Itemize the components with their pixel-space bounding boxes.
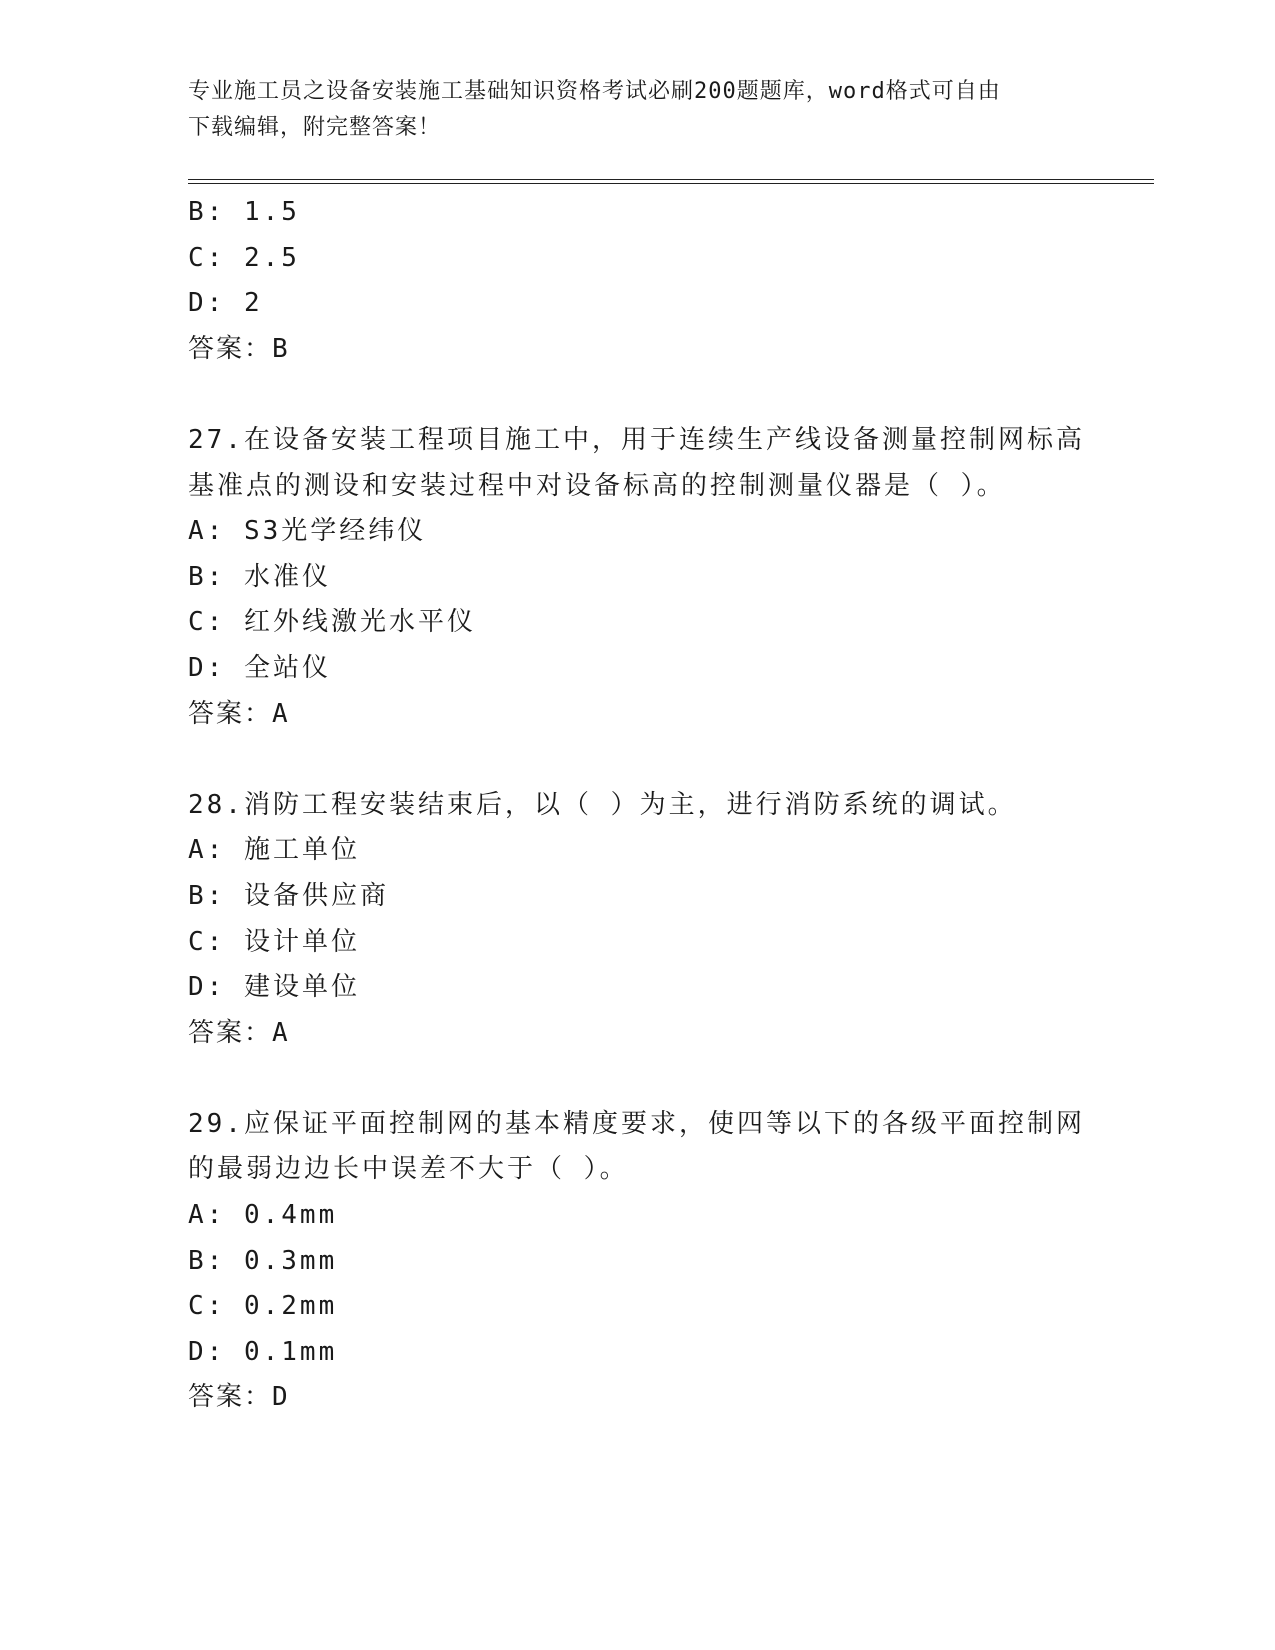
answer: 答案：A [188,1017,290,1048]
header-divider [188,179,1154,184]
header-line-1: 专业施工员之设备安装施工基础知识资格考试必刷200题题库，word格式可自由 [188,79,1001,104]
option-c: C: 0.2mm [188,1291,338,1322]
option-b: B: 设备供应商 [188,880,389,911]
question-27 [188,418,1088,737]
option-c: C: 2.5 [188,242,300,273]
question-stem-line-2: 的最弱边边长中误差不大于（ ）。 [188,1154,629,1185]
option-c: C: 设计单位 [188,926,360,957]
answer: 答案：A [188,698,290,729]
question-26-tail [188,190,1088,372]
answer: 答案：D [188,1382,290,1413]
option-d: D: 建设单位 [188,972,360,1003]
option-c: C: 红外线激光水平仪 [188,607,476,638]
answer: 答案：B [188,333,290,364]
question-stem-line-1: 28.消防工程安装结束后，以（ ）为主，进行消防系统的调试。 [188,789,1017,820]
question-29 [188,1102,1088,1421]
option-b: B: 1.5 [188,197,300,227]
question-stem-line-1: 29.应保证平面控制网的基本精度要求，使四等以下的各级平面控制网 [188,1108,1085,1139]
spacer [188,372,1088,418]
question-stem-line-1: 27.在设备安装工程项目施工中，用于连续生产线设备测量控制网标高 [188,424,1085,455]
option-b: B: 0.3mm [188,1245,338,1276]
option-a: A: 施工单位 [188,835,360,866]
spacer [188,737,1088,783]
question-28 [188,783,1088,1057]
question-list [188,190,1088,1421]
spacer [188,1056,1088,1102]
option-d: D: 0.1mm [188,1336,338,1367]
option-a: A: S3光学经纬仪 [188,516,427,547]
header-line-2: 下载编辑，附完整答案！ [188,115,442,140]
option-d: D: 全站仪 [188,652,331,683]
question-stem-line-2: 基准点的测设和安装过程中对设备标高的控制测量仪器是（ ）。 [188,470,1006,501]
option-a: A: 0.4mm [188,1200,338,1231]
option-d: D: 2 [188,288,263,319]
option-b: B: 水准仪 [188,561,331,592]
document-header [188,74,1088,146]
